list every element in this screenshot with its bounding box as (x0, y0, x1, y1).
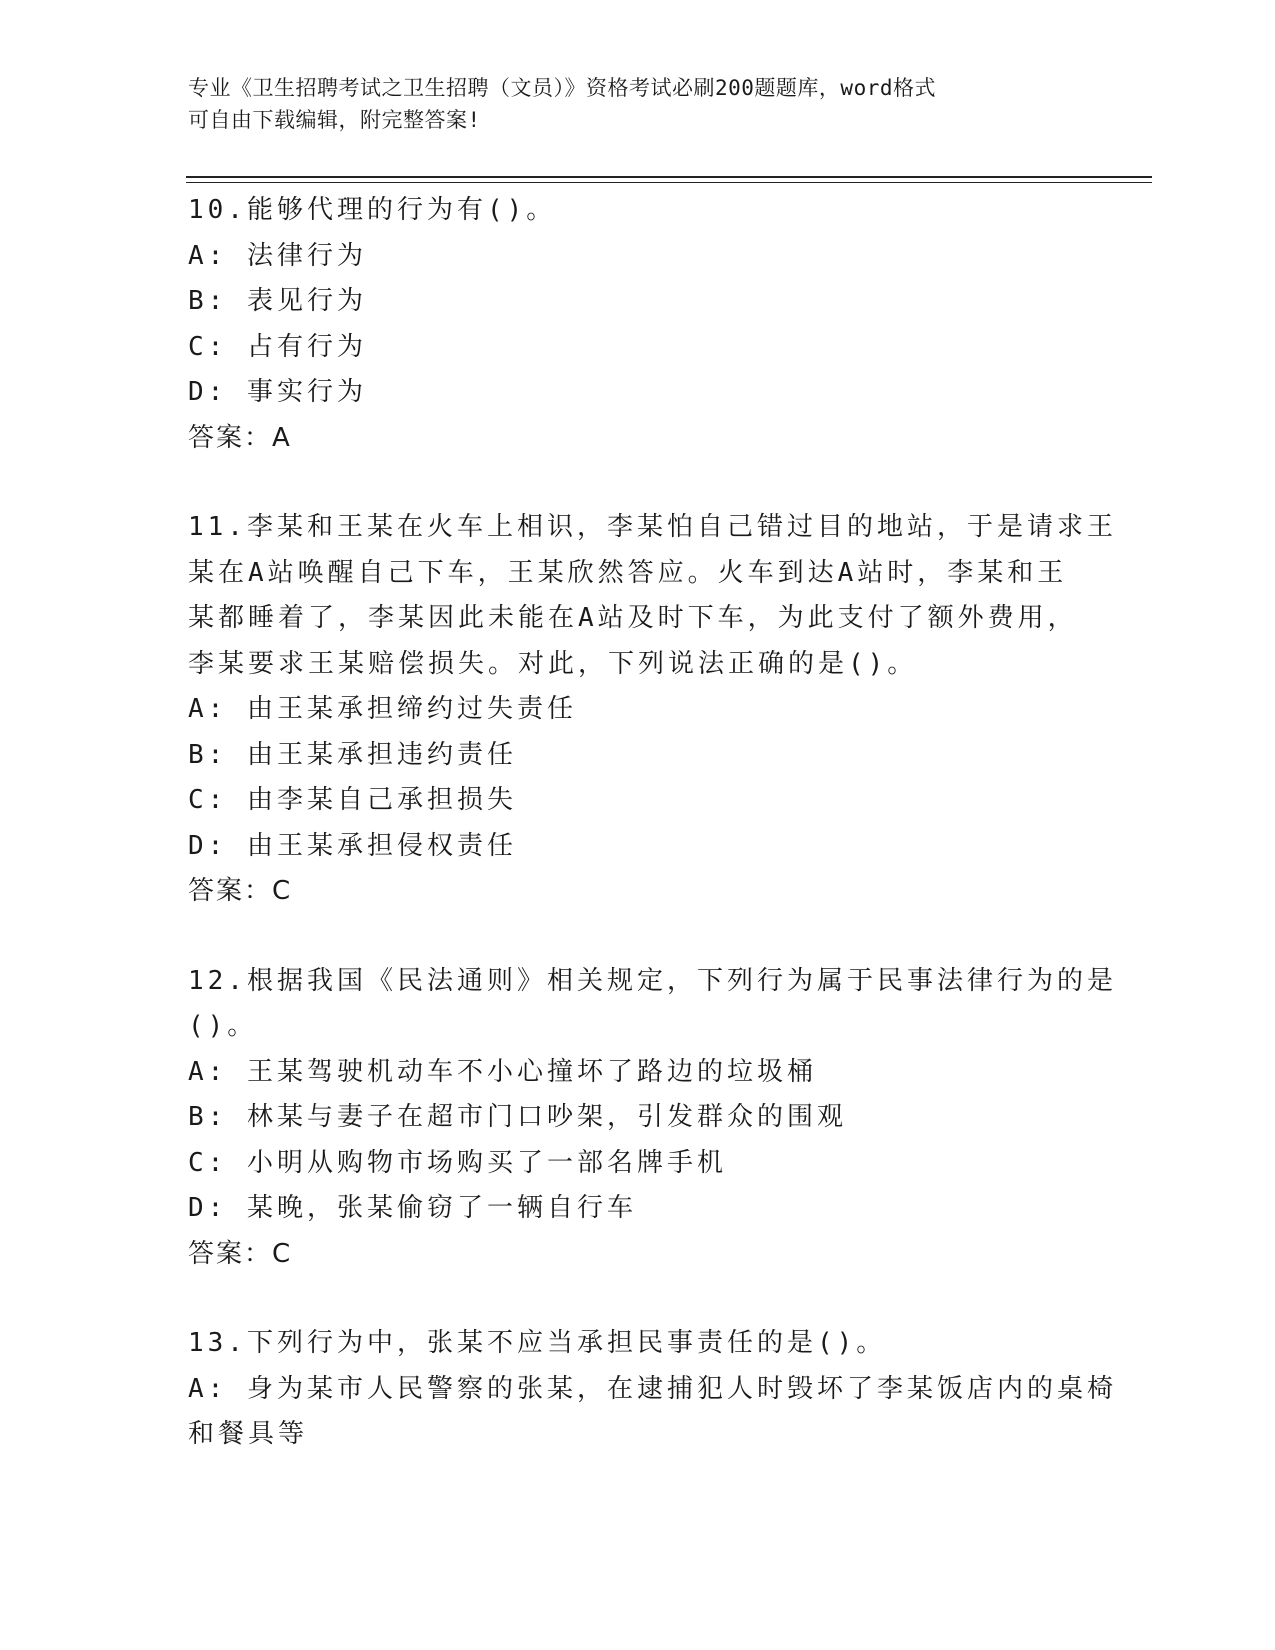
question-13 (188, 1321, 1117, 1458)
question-stem: 10.能够代理的行为有()。 (188, 195, 557, 225)
question-10 (188, 188, 1088, 461)
option-b: B: 表见行为 (188, 286, 367, 316)
option-a-line-1: A: 身为某市人民警察的张某，在逮捕犯人时毁坏了李某饭店内的桌椅 (188, 1373, 1117, 1404)
header-title-line-1: 专业《卫生招聘考试之卫生招聘（文员）》资格考试必刷200题题库，word格式 (188, 76, 936, 100)
question-stem-line-1: 11.李某和王某在火车上相识，李某怕自己错过目的地站，于是请求王 (188, 512, 1117, 542)
option-c: C: 由李某自己承担损失 (188, 785, 517, 815)
option-d: D: 某晚，张某偷窃了一辆自行车 (188, 1193, 637, 1223)
option-a: A: 法律行为 (188, 240, 367, 271)
question-stem-line-2: ()。 (188, 1011, 258, 1041)
option-d: D: 由王某承担侵权责任 (188, 830, 517, 861)
question-11 (188, 505, 1117, 915)
question-stem-line-3: 某都睡着了，李某因此未能在A站及时下车，为此支付了额外费用， (188, 603, 1078, 633)
question-gap (188, 461, 1088, 505)
option-d: D: 事实行为 (188, 377, 367, 407)
answer-line: 答案：A (188, 422, 292, 453)
question-stem-line-1: 12.根据我国《民法通则》相关规定，下列行为属于民事法律行为的是 (188, 965, 1117, 996)
question-12 (188, 959, 1117, 1278)
document-header (188, 72, 1088, 136)
header-divider-thick (186, 176, 1152, 178)
option-a-line-2: 和餐具等 (188, 1419, 309, 1449)
question-gap (188, 1277, 1088, 1321)
question-stem-line-2: 某在A站唤醒自己下车，王某欣然答应。火车到达A站时，李某和王 (188, 557, 1068, 588)
option-a: A: 王某驾驶机动车不小心撞坏了路边的垃圾桶 (188, 1056, 817, 1087)
question-stem-line-4: 李某要求王某赔偿损失。对此，下列说法正确的是()。 (188, 648, 918, 679)
question-stem: 13.下列行为中，张某不应当承担民事责任的是()。 (188, 1328, 887, 1358)
option-a: A: 由王某承担缔约过失责任 (188, 694, 577, 724)
header-title-line-2: 可自由下载编辑，附完整答案! (188, 108, 481, 132)
option-b: B: 由王某承担违约责任 (188, 739, 517, 770)
answer-line: 答案：C (188, 1238, 293, 1269)
header-divider-thin (186, 182, 1152, 183)
question-gap (188, 915, 1088, 959)
answer-line: 答案：C (188, 876, 293, 906)
option-b: B: 林某与妻子在超市门口吵架，引发群众的围观 (188, 1102, 847, 1132)
option-c: C: 占有行为 (188, 331, 367, 362)
option-c: C: 小明从购物市场购买了一部名牌手机 (188, 1147, 727, 1178)
question-list (188, 188, 1117, 1458)
